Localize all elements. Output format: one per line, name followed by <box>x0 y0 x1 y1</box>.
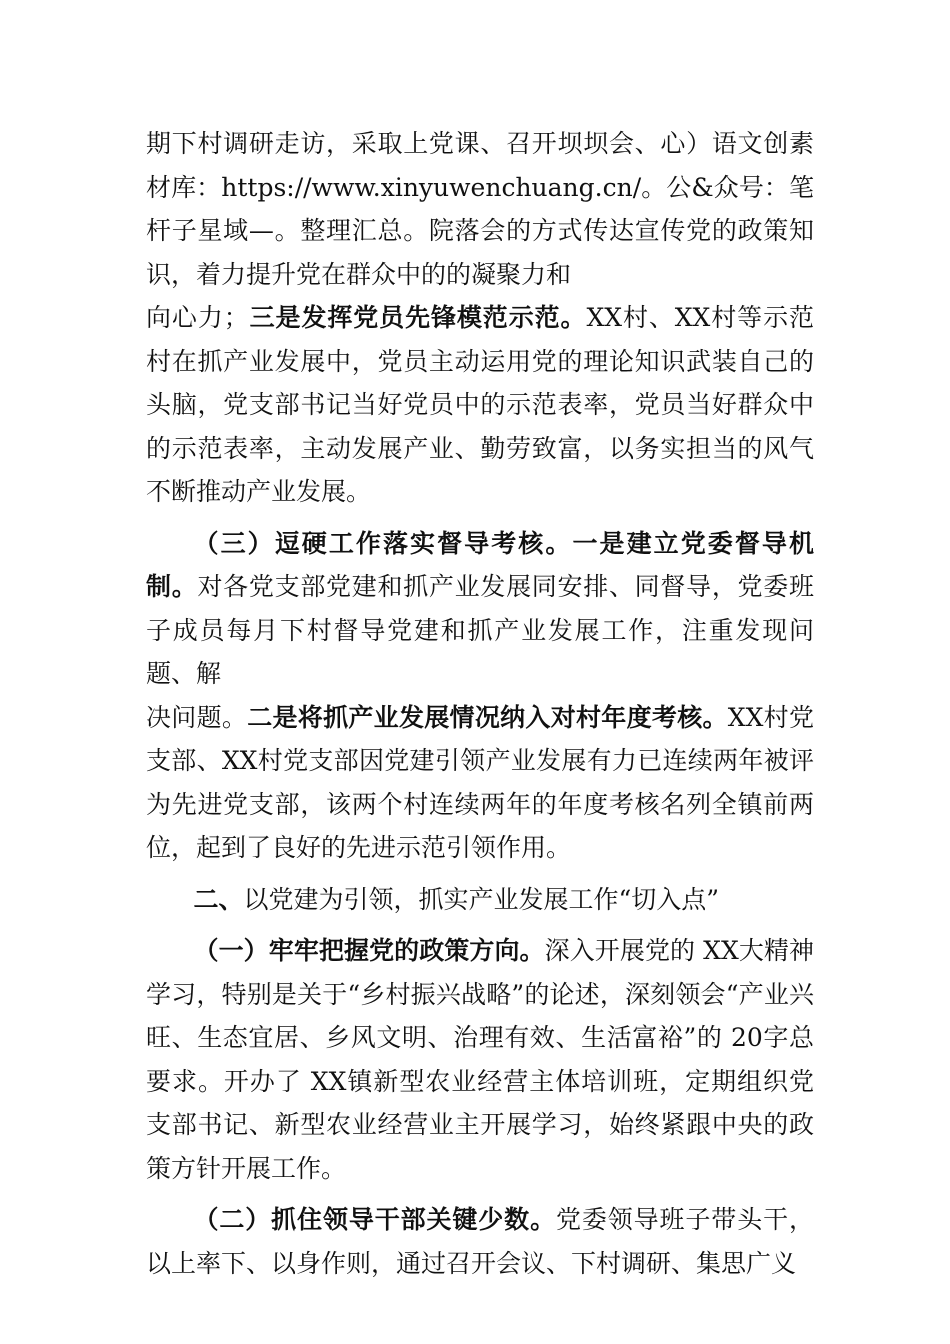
text-run: XX村党支部、XX村党支部因党建引领产业发展有力已连续两年被评为先进党支部，该两个村连续两年的年度考核名列全镇前两位，起到了良好的先进示范引领作用。 <box>146 702 814 862</box>
paragraph-leading-cadres <box>146 1198 814 1285</box>
bold-heading-run: 三是发挥党员先锋模范示范。 <box>248 303 587 332</box>
bold-heading-run: （一）牢牢把握党的政策方向。 <box>193 936 545 965</box>
paragraph-policy-direction <box>146 929 814 1190</box>
paragraph-annual-assessment <box>146 696 814 870</box>
document-page <box>146 122 814 1293</box>
text-run: 向心力； <box>146 303 249 332</box>
text-run: 期下村调研走访，采取上党课、召开坝坝会、心）语文创素材库：https://www.xinyuwenchuang.cn/。公&众号：笔杆子星域—。整理汇总。院落会的方式传达宣传党的政策知识，着力提升党在群众中的的凝聚力和 <box>146 129 814 289</box>
text-run: 党委领导班子带头干，以上率下、以身作则，通过召开会议、下村调研、集思广义 <box>146 1205 814 1278</box>
section-heading-two <box>146 878 814 922</box>
paragraph-section-three-supervision <box>146 522 814 696</box>
section-title: 以党建为引领，抓实产业发展工作“切入点” <box>243 884 720 914</box>
text-run: 对各党支部党建和抓产业发展同安排、同督导，党委班子成员每月下村督导党建和抓产业发展工作，注重发现问题、解 <box>146 572 814 688</box>
paragraph-party-members-role <box>146 296 814 514</box>
text-run: XX村、XX村等示范村在抓产业发展中，党员主动运用党的理论知识武装自己的头脑，党支部书记当好党员中的示范表率，党员当好群众中的示范表率，主动发展产业、勤劳致富，以务实担当的风气不断推动产业发展。 <box>146 303 814 506</box>
bold-heading-run: 二是将抓产业发展情况纳入对村年度考核。 <box>247 702 728 732</box>
section-number: 二、 <box>193 884 244 914</box>
text-run: 深入开展党的 XX大精神学习，特别是关于“乡村振兴战略”的论述，深刻领会“产业兴旺、生态宜居、乡风文明、治理有效、生活富裕”的 20字总要求。开办了 XX镇新型农业经营主体培训班，定期组织党支部书记、新型农业经营业主开展学习，始终紧跟中央的政策方针开展工作。 <box>146 936 814 1183</box>
bold-heading-run: （三）逗硬工作落实督导考核。一是建立党委督导机制。 <box>146 528 814 601</box>
paragraph-party-lectures <box>146 122 814 296</box>
bold-heading-run: （二）抓住领导干部关键少数。 <box>193 1205 556 1234</box>
text-run: 决问题。 <box>146 702 248 732</box>
